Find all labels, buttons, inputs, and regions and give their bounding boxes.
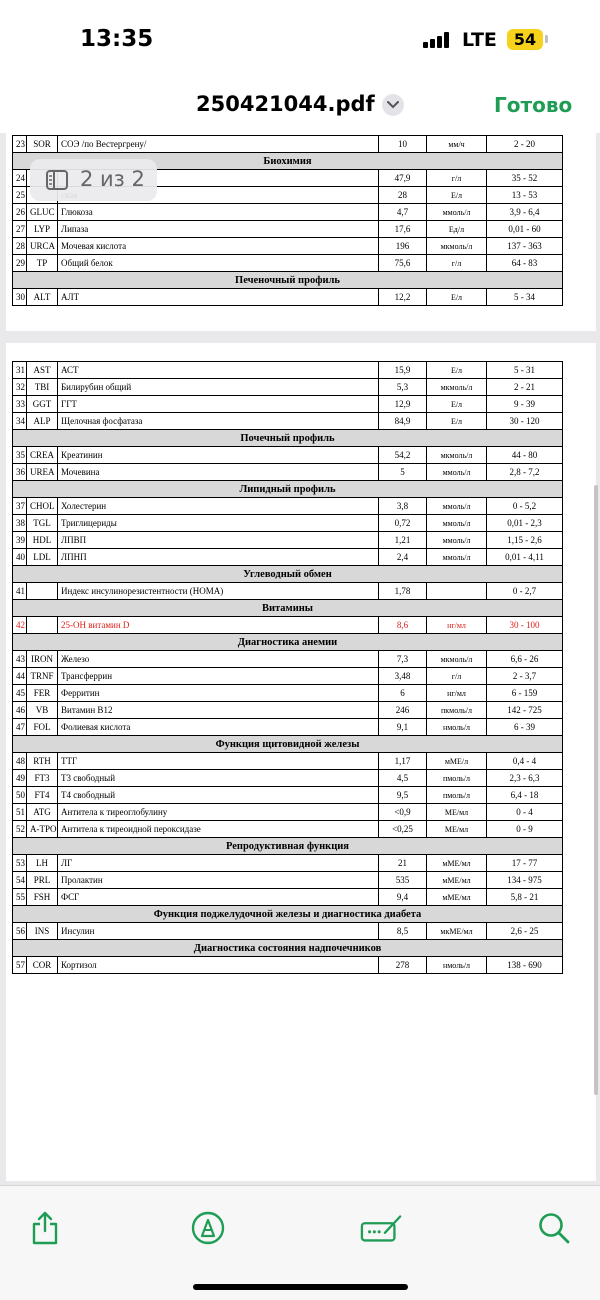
- test-name: ТТГ: [58, 753, 379, 770]
- test-code: IRON: [27, 651, 58, 668]
- test-name: Билирубин общий: [58, 379, 379, 396]
- lab-results-table-page2: [12, 361, 563, 974]
- test-name: Т3 свободный: [58, 770, 379, 787]
- reference-range: 17 - 77: [487, 855, 563, 872]
- test-name: Антитела к тиреоглобулину: [58, 804, 379, 821]
- reference-range: 137 - 363: [487, 238, 563, 255]
- test-value: 4,5: [379, 770, 427, 787]
- test-code: CREA: [27, 447, 58, 464]
- reference-range: 0,4 - 4: [487, 753, 563, 770]
- test-code: ALP: [27, 413, 58, 430]
- test-unit: мМЕ/л: [427, 753, 487, 770]
- test-value: 7,3: [379, 651, 427, 668]
- test-name: Триглицериды: [58, 515, 379, 532]
- row-number: 42: [13, 617, 27, 634]
- reference-range: 5 - 31: [487, 362, 563, 379]
- section-header: [13, 838, 563, 855]
- page-indicator-label: 2 из 2: [80, 167, 145, 191]
- test-value: 9,1: [379, 719, 427, 736]
- section-title: Диагностика состояния надпочечников: [13, 940, 563, 957]
- test-code: A-TPO: [27, 821, 58, 838]
- test-value: 47,9: [379, 170, 427, 187]
- table-row: [13, 396, 563, 413]
- row-number: 32: [13, 379, 27, 396]
- reference-range: 2 - 21: [487, 379, 563, 396]
- section-title: Биохимия: [13, 153, 563, 170]
- test-code: TP: [27, 255, 58, 272]
- table-row: [13, 651, 563, 668]
- test-unit: мМЕ/мл: [427, 889, 487, 906]
- section-title: Функция поджелудочной железы и диагностика диабета: [13, 906, 563, 923]
- network-type: LTE: [462, 29, 497, 51]
- test-unit: г/л: [427, 170, 487, 187]
- row-number: 37: [13, 498, 27, 515]
- test-value: 4,7: [379, 204, 427, 221]
- reference-range: 9 - 39: [487, 396, 563, 413]
- reference-range: 3,9 - 6,4: [487, 204, 563, 221]
- test-value: 1,78: [379, 583, 427, 600]
- row-number: 52: [13, 821, 27, 838]
- test-unit: МЕ/мл: [427, 821, 487, 838]
- table-row: [13, 787, 563, 804]
- cellular-signal-icon: [423, 32, 453, 48]
- reference-range: 6,4 - 18: [487, 787, 563, 804]
- test-name: Общий белок: [58, 255, 379, 272]
- test-name: Мочевая кислота: [58, 238, 379, 255]
- row-number: 27: [13, 221, 27, 238]
- test-value: 21: [379, 855, 427, 872]
- row-number: 39: [13, 532, 27, 549]
- test-name: 25-OH витамин D: [58, 617, 379, 634]
- test-code: SOR: [27, 136, 58, 153]
- document-viewport[interactable]: [0, 133, 600, 1185]
- section-header: [13, 940, 563, 957]
- row-number: 44: [13, 668, 27, 685]
- test-name: Холестерин: [58, 498, 379, 515]
- reference-range: 2,8 - 7,2: [487, 464, 563, 481]
- section-header: [13, 736, 563, 753]
- row-number: 38: [13, 515, 27, 532]
- test-unit: пкмоль/л: [427, 702, 487, 719]
- row-number: 49: [13, 770, 27, 787]
- test-name: Глюкоза: [58, 204, 379, 221]
- reference-range: 5 - 34: [487, 289, 563, 306]
- test-name: Антитела к тиреоидной пероксидазе: [58, 821, 379, 838]
- test-unit: нг/мл: [427, 685, 487, 702]
- test-unit: г/л: [427, 255, 487, 272]
- test-name: ЛПВП: [58, 532, 379, 549]
- test-value: 8,6: [379, 617, 427, 634]
- test-name: ФСГ: [58, 889, 379, 906]
- test-unit: ммоль/л: [427, 204, 487, 221]
- scrollbar[interactable]: [594, 485, 598, 1095]
- row-number: 56: [13, 923, 27, 940]
- test-value: 3,8: [379, 498, 427, 515]
- section-title: Функция щитовидной железы: [13, 736, 563, 753]
- row-number: 29: [13, 255, 27, 272]
- home-indicator[interactable]: [193, 1284, 408, 1290]
- test-value: 10: [379, 136, 427, 153]
- test-code: INS: [27, 923, 58, 940]
- row-number: 50: [13, 787, 27, 804]
- table-row: [13, 464, 563, 481]
- reference-range: 30 - 100: [487, 617, 563, 634]
- status-bar: [0, 0, 600, 80]
- reference-range: 35 - 52: [487, 170, 563, 187]
- share-button[interactable]: [23, 1206, 67, 1250]
- test-value: 1,21: [379, 532, 427, 549]
- test-code: UREA: [27, 464, 58, 481]
- table-row: [13, 136, 563, 153]
- reference-range: 6,6 - 26: [487, 651, 563, 668]
- test-code: FOL: [27, 719, 58, 736]
- test-code: FT4: [27, 787, 58, 804]
- pdf-page-2: [6, 343, 596, 1181]
- test-name: Кортизол: [58, 957, 379, 974]
- test-name: АЛТ: [58, 289, 379, 306]
- test-code: LDL: [27, 549, 58, 566]
- section-header: [13, 906, 563, 923]
- reference-range: 2 - 3,7: [487, 668, 563, 685]
- test-code: TGL: [27, 515, 58, 532]
- test-unit: мм/ч: [427, 136, 487, 153]
- test-unit: Е/л: [427, 187, 487, 204]
- test-unit: [427, 583, 487, 600]
- test-unit: Е/л: [427, 362, 487, 379]
- test-unit: мкмоль/л: [427, 447, 487, 464]
- search-icon: [537, 1211, 571, 1245]
- reference-range: 0,01 - 60: [487, 221, 563, 238]
- test-name: Мочевина: [58, 464, 379, 481]
- test-value: 9,4: [379, 889, 427, 906]
- test-name: ЛПНП: [58, 549, 379, 566]
- section-title: Диагностика анемии: [13, 634, 563, 651]
- test-unit: Е/л: [427, 289, 487, 306]
- reference-range: 64 - 83: [487, 255, 563, 272]
- test-name: ГГТ: [58, 396, 379, 413]
- test-value: 15,9: [379, 362, 427, 379]
- table-row: [13, 549, 563, 566]
- test-name: Щелочная фосфатаза: [58, 413, 379, 430]
- test-value: 6: [379, 685, 427, 702]
- row-number: 36: [13, 464, 27, 481]
- reference-range: 1,15 - 2,6: [487, 532, 563, 549]
- test-name: Фолиевая кислота: [58, 719, 379, 736]
- test-code: FER: [27, 685, 58, 702]
- test-unit: Е/л: [427, 396, 487, 413]
- signature-icon: [360, 1213, 404, 1243]
- row-number: 57: [13, 957, 27, 974]
- table-row: [13, 855, 563, 872]
- test-unit: мкмоль/л: [427, 238, 487, 255]
- test-name: Ферритин: [58, 685, 379, 702]
- table-row: [13, 889, 563, 906]
- test-value: 5,3: [379, 379, 427, 396]
- test-code: ATG: [27, 804, 58, 821]
- test-unit: ммоль/л: [427, 515, 487, 532]
- title-bar: [0, 82, 600, 132]
- table-row: [13, 668, 563, 685]
- test-unit: мкМЕ/мл: [427, 923, 487, 940]
- test-name: СОЭ /по Вестергрену/: [58, 136, 379, 153]
- test-unit: пмоль/л: [427, 770, 487, 787]
- table-row: [13, 923, 563, 940]
- test-value: 12,2: [379, 289, 427, 306]
- test-code: GLUC: [27, 204, 58, 221]
- reference-range: 44 - 80: [487, 447, 563, 464]
- test-unit: нмоль/л: [427, 719, 487, 736]
- test-name: Трансферрин: [58, 668, 379, 685]
- section-header: [13, 272, 563, 289]
- test-value: 2,4: [379, 549, 427, 566]
- row-number: 31: [13, 362, 27, 379]
- test-value: 8,5: [379, 923, 427, 940]
- table-row: [13, 238, 563, 255]
- bottom-toolbar: [0, 1185, 600, 1300]
- test-value: 84,9: [379, 413, 427, 430]
- section-title: Углеводный обмен: [13, 566, 563, 583]
- reference-range: 2,3 - 6,3: [487, 770, 563, 787]
- test-value: 246: [379, 702, 427, 719]
- test-value: 9,5: [379, 787, 427, 804]
- table-row: [13, 753, 563, 770]
- sidebar-icon: [46, 170, 68, 190]
- test-unit: Е/л: [427, 413, 487, 430]
- section-title: Репродуктивная функция: [13, 838, 563, 855]
- test-code: LH: [27, 855, 58, 872]
- row-number: 47: [13, 719, 27, 736]
- test-code: CHOL: [27, 498, 58, 515]
- table-row: [13, 804, 563, 821]
- test-code: [27, 583, 58, 600]
- reference-range: 2 - 20: [487, 136, 563, 153]
- test-code: COR: [27, 957, 58, 974]
- test-unit: мМЕ/мл: [427, 855, 487, 872]
- battery-icon: 54: [507, 29, 543, 50]
- test-value: <0,25: [379, 821, 427, 838]
- test-code: VB: [27, 702, 58, 719]
- table-row: [13, 872, 563, 889]
- table-row: [13, 204, 563, 221]
- reference-range: 30 - 120: [487, 413, 563, 430]
- test-unit: ммоль/л: [427, 498, 487, 515]
- test-value: 54,2: [379, 447, 427, 464]
- signature-button[interactable]: [360, 1206, 404, 1250]
- table-row: [13, 532, 563, 549]
- test-unit: мМЕ/мл: [427, 872, 487, 889]
- row-number: 33: [13, 396, 27, 413]
- test-value: 3,48: [379, 668, 427, 685]
- table-row: [13, 702, 563, 719]
- file-title[interactable]: 250421044.pdf: [196, 92, 375, 116]
- section-title: Почечный профиль: [13, 430, 563, 447]
- test-name: Железо: [58, 651, 379, 668]
- row-number: 48: [13, 753, 27, 770]
- test-unit: мкмоль/л: [427, 651, 487, 668]
- table-row: [13, 289, 563, 306]
- test-value: 75,6: [379, 255, 427, 272]
- row-number: 53: [13, 855, 27, 872]
- row-number: 40: [13, 549, 27, 566]
- reference-range: 0 - 4: [487, 804, 563, 821]
- test-name: Индекс инсулинорезистентности (HOMA): [58, 583, 379, 600]
- test-value: 278: [379, 957, 427, 974]
- table-row: [13, 362, 563, 379]
- test-code: TRNF: [27, 668, 58, 685]
- table-row: [13, 221, 563, 238]
- row-number: 46: [13, 702, 27, 719]
- test-value: 5: [379, 464, 427, 481]
- row-number: 26: [13, 204, 27, 221]
- row-number: 28: [13, 238, 27, 255]
- test-unit: ммоль/л: [427, 532, 487, 549]
- chevron-down-icon[interactable]: [382, 94, 404, 116]
- test-code: LYP: [27, 221, 58, 238]
- test-value: 535: [379, 872, 427, 889]
- reference-range: 6 - 39: [487, 719, 563, 736]
- test-unit: г/л: [427, 668, 487, 685]
- test-code: TBI: [27, 379, 58, 396]
- table-row: [13, 379, 563, 396]
- test-name: Т4 свободный: [58, 787, 379, 804]
- test-value: 196: [379, 238, 427, 255]
- table-row: [13, 685, 563, 702]
- row-number: 43: [13, 651, 27, 668]
- reference-range: 13 - 53: [487, 187, 563, 204]
- test-code: GGT: [27, 396, 58, 413]
- reference-range: 138 - 690: [487, 957, 563, 974]
- test-name: Липаза: [58, 221, 379, 238]
- test-name: Пролактин: [58, 872, 379, 889]
- test-name: Витамин B12: [58, 702, 379, 719]
- page-indicator: [30, 159, 157, 201]
- table-row: [13, 498, 563, 515]
- section-header: [13, 430, 563, 447]
- reference-range: 142 - 725: [487, 702, 563, 719]
- status-time: 13:35: [80, 26, 154, 52]
- test-value: 17,6: [379, 221, 427, 238]
- table-row: [13, 821, 563, 838]
- row-number: 30: [13, 289, 27, 306]
- reference-range: 0 - 9: [487, 821, 563, 838]
- test-code: RTH: [27, 753, 58, 770]
- test-code: ALT: [27, 289, 58, 306]
- row-number: 23: [13, 136, 27, 153]
- section-header: [13, 481, 563, 498]
- row-number: 25: [13, 187, 27, 204]
- battery-tip: [545, 35, 548, 43]
- test-value: 0,72: [379, 515, 427, 532]
- reference-range: 5,8 - 21: [487, 889, 563, 906]
- test-unit: Ед/л: [427, 221, 487, 238]
- test-name: Инсулин: [58, 923, 379, 940]
- row-number: 55: [13, 889, 27, 906]
- test-name: АСТ: [58, 362, 379, 379]
- test-name: Креатинин: [58, 447, 379, 464]
- test-code: URCA: [27, 238, 58, 255]
- table-row: [13, 583, 563, 600]
- done-button[interactable]: Готово: [494, 93, 573, 117]
- reference-range: 6 - 159: [487, 685, 563, 702]
- test-value: 1,17: [379, 753, 427, 770]
- table-row: [13, 719, 563, 736]
- test-unit: ммоль/л: [427, 549, 487, 566]
- test-unit: ммоль/л: [427, 464, 487, 481]
- test-code: [27, 617, 58, 634]
- section-title: Печеночный профиль: [13, 272, 563, 289]
- reference-range: 0 - 5,2: [487, 498, 563, 515]
- test-unit: пмоль/л: [427, 787, 487, 804]
- test-value: <0,9: [379, 804, 427, 821]
- reference-range: 0,01 - 2,3: [487, 515, 563, 532]
- reference-range: 0 - 2,7: [487, 583, 563, 600]
- table-row-flagged: [13, 617, 563, 634]
- row-number: 41: [13, 583, 27, 600]
- test-code: FT3: [27, 770, 58, 787]
- markup-icon: [191, 1211, 225, 1245]
- reference-range: 134 - 975: [487, 872, 563, 889]
- section-header: [13, 600, 563, 617]
- test-code: PRL: [27, 872, 58, 889]
- markup-button[interactable]: [186, 1206, 230, 1250]
- row-number: 34: [13, 413, 27, 430]
- table-row: [13, 413, 563, 430]
- reference-range: 2,6 - 25: [487, 923, 563, 940]
- test-code: AST: [27, 362, 58, 379]
- row-number: 54: [13, 872, 27, 889]
- section-title: Липидный профиль: [13, 481, 563, 498]
- section-header: [13, 634, 563, 651]
- row-number: 35: [13, 447, 27, 464]
- row-number: 45: [13, 685, 27, 702]
- section-title: Витамины: [13, 600, 563, 617]
- reference-range: 0,01 - 4,11: [487, 549, 563, 566]
- row-number: 24: [13, 170, 27, 187]
- table-row: [13, 515, 563, 532]
- section-header: [13, 566, 563, 583]
- row-number: 51: [13, 804, 27, 821]
- table-row: [13, 770, 563, 787]
- test-name: ЛГ: [58, 855, 379, 872]
- test-value: 12,9: [379, 396, 427, 413]
- test-code: HDL: [27, 532, 58, 549]
- search-button[interactable]: [532, 1206, 576, 1250]
- share-icon: [30, 1211, 60, 1245]
- test-unit: МЕ/мл: [427, 804, 487, 821]
- table-row: [13, 957, 563, 974]
- test-code: FSH: [27, 889, 58, 906]
- test-unit: нг/мл: [427, 617, 487, 634]
- test-unit: нмоль/л: [427, 957, 487, 974]
- test-unit: мкмоль/л: [427, 379, 487, 396]
- table-row: [13, 447, 563, 464]
- test-value: 28: [379, 187, 427, 204]
- table-row: [13, 255, 563, 272]
